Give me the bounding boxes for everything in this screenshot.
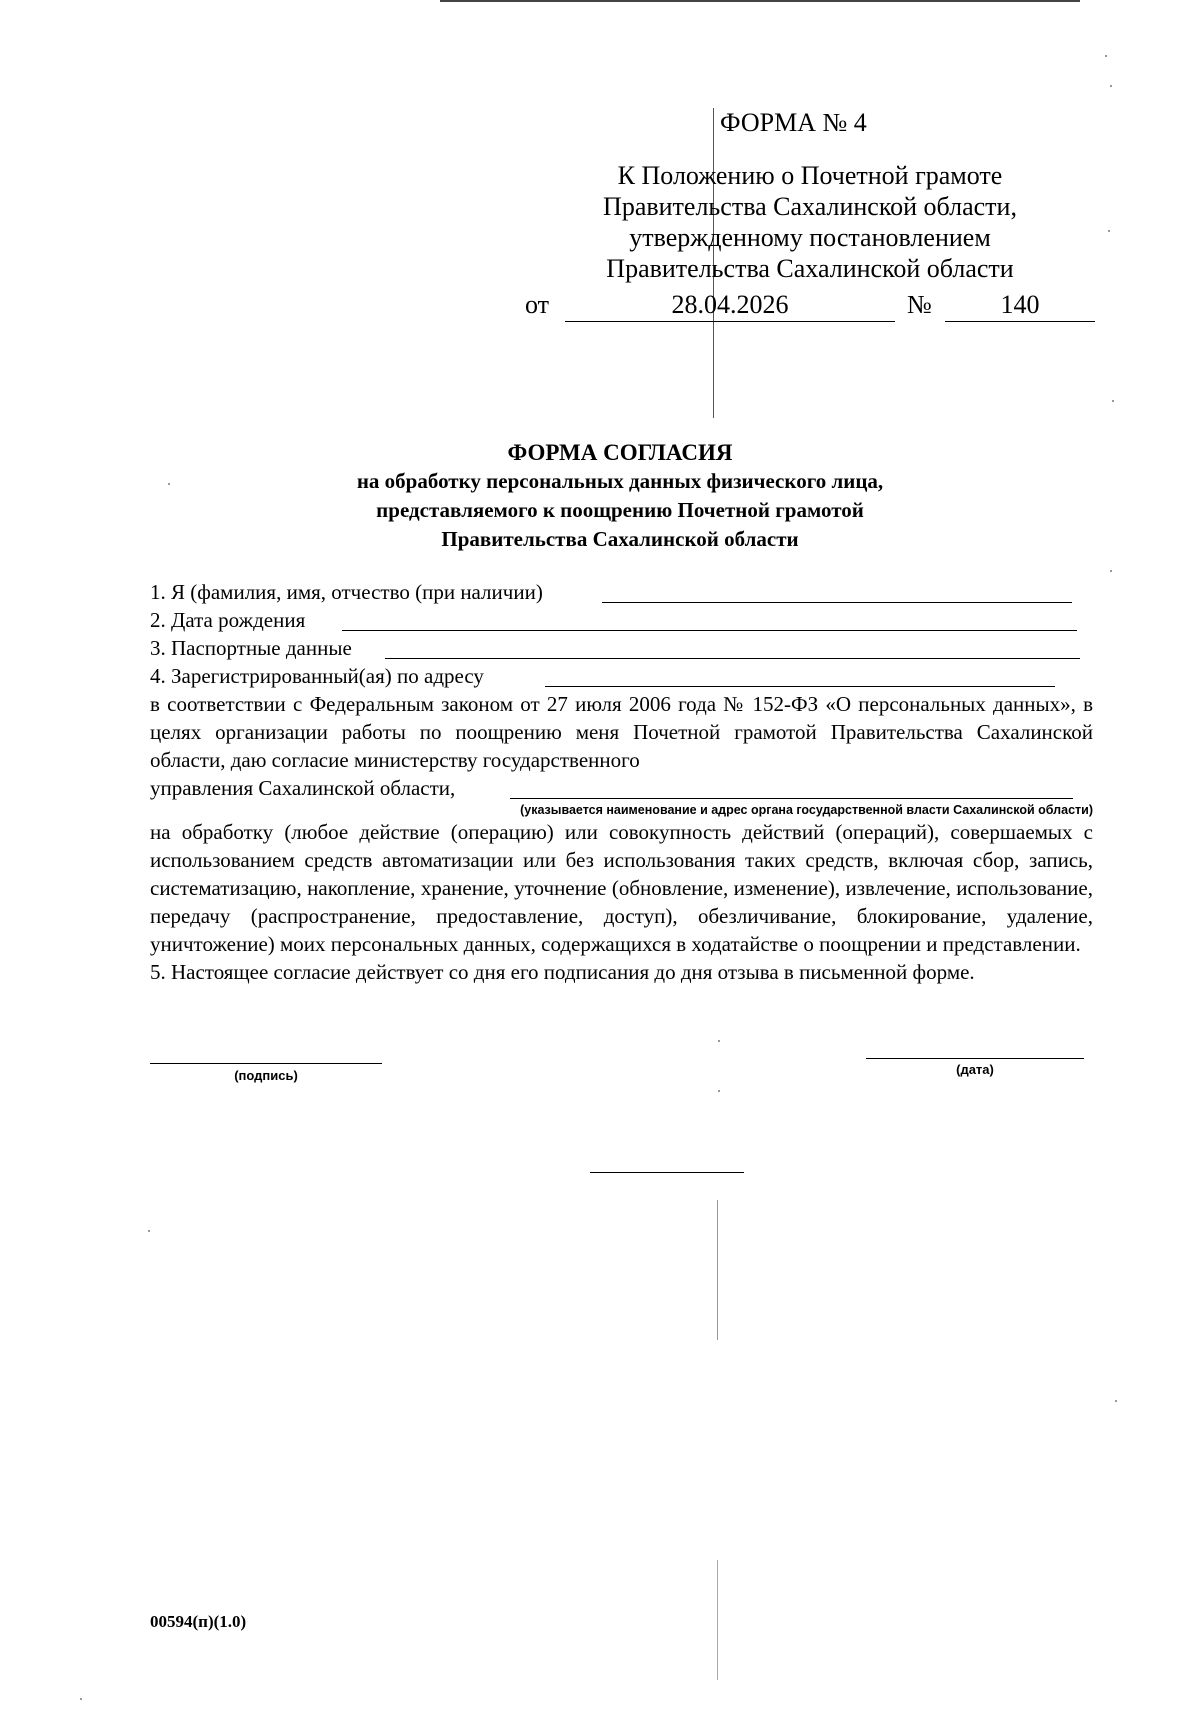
passport-field-row — [150, 634, 1093, 662]
title-line: ФОРМА СОГЛАСИЯ — [507, 440, 733, 465]
processing-paragraph: на обработку (любое действие (операцию) или совокупность действий (операций), совершаемых с использованием средств автоматизации или без использования таких средств, включая сбор, запись, систематизацию, накопление, хранение, уточнение (обновление, изменение), извлечение, использование, передачу (распространение, предоставление, доступ), обезличивание, блокирование, удаление, уничтожение) моих персональных данных, содержащихся в ходатайстве о поощрении и представлении. — [150, 820, 1093, 956]
decree-details — [525, 290, 1095, 326]
validity-clause: 5. Настоящее согласие действует со дня его подписания до дня отзыва в письменной форме. — [150, 960, 975, 984]
from-label: от — [525, 290, 550, 319]
scan-speck — [168, 483, 170, 485]
form-number: ФОРМА № 4 — [720, 108, 867, 137]
name-label: 1. Я (фамилия, имя, отчество (при наличии) — [150, 580, 543, 604]
agency-field[interactable] — [510, 774, 1073, 799]
title-line: представляемого к поощрению Почетной грамотой — [376, 498, 864, 522]
document-code: 00594(п)(1.0) — [150, 1612, 247, 1631]
title-line: на обработку персональных данных физического лица, — [356, 469, 884, 493]
address-label: 4. Зарегистрированный(ая) по адресу — [150, 664, 484, 688]
scan-fold-line — [717, 1200, 718, 1340]
approval-line: утвержденному постановлением — [629, 223, 991, 252]
consent-paragraph: в соответствии с Федеральным законом от 27 июля 2006 года № 152-ФЗ «О персональных данных», в целях организации работы по поощрению меня Почетной грамотой Правительства Сахалинской области, даю согласие министерству государственного — [150, 692, 1093, 772]
approval-line: Правительства Сахалинской области — [606, 254, 1014, 283]
address-field[interactable] — [545, 662, 1055, 687]
scan-fold-line — [717, 1560, 718, 1680]
scan-speck — [1108, 230, 1110, 232]
birth-field-row — [150, 606, 1093, 634]
date-line[interactable] — [866, 1058, 1084, 1059]
birth-date-field[interactable] — [342, 606, 1077, 631]
agency-field-row — [150, 774, 1093, 802]
name-field[interactable] — [602, 578, 1072, 603]
signature-line[interactable] — [150, 1063, 382, 1064]
title-line: Правительства Сахалинской области — [441, 527, 799, 551]
birth-label: 2. Дата рождения — [150, 608, 306, 632]
number-sign: № — [907, 290, 932, 319]
document-title — [230, 438, 1010, 554]
name-field-row — [150, 578, 1093, 606]
date-caption: (дата) — [956, 1062, 994, 1077]
passport-field[interactable] — [385, 634, 1080, 659]
scan-speck — [718, 1090, 720, 1092]
scan-speck — [148, 1230, 150, 1232]
scan-speck — [1110, 85, 1112, 87]
approval-line: Правительства Сахалинской области, — [603, 192, 1017, 221]
scan-speck — [1110, 570, 1112, 572]
consent-body — [150, 578, 1093, 986]
decree-date: 28.04.2026 — [565, 290, 895, 322]
address-field-row — [150, 662, 1093, 690]
approval-line: К Положению о Почетной грамоте — [617, 161, 1003, 190]
agency-hint: (указывается наименование и адрес органа государственной власти Сахалинской области) — [520, 803, 1093, 817]
decree-number: 140 — [945, 290, 1095, 322]
scan-edge-line — [440, 0, 1080, 2]
scan-speck — [1105, 55, 1107, 57]
agency-label: управления Сахалинской области, — [150, 776, 456, 800]
approval-reference — [560, 160, 1060, 284]
signature-caption: (подпись) — [234, 1068, 298, 1083]
scan-speck — [1112, 400, 1114, 402]
scan-speck — [1115, 1400, 1117, 1402]
scan-speck — [80, 1698, 82, 1700]
end-divider — [590, 1172, 744, 1173]
scan-speck — [718, 1040, 720, 1042]
passport-label: 3. Паспортные данные — [150, 636, 352, 660]
